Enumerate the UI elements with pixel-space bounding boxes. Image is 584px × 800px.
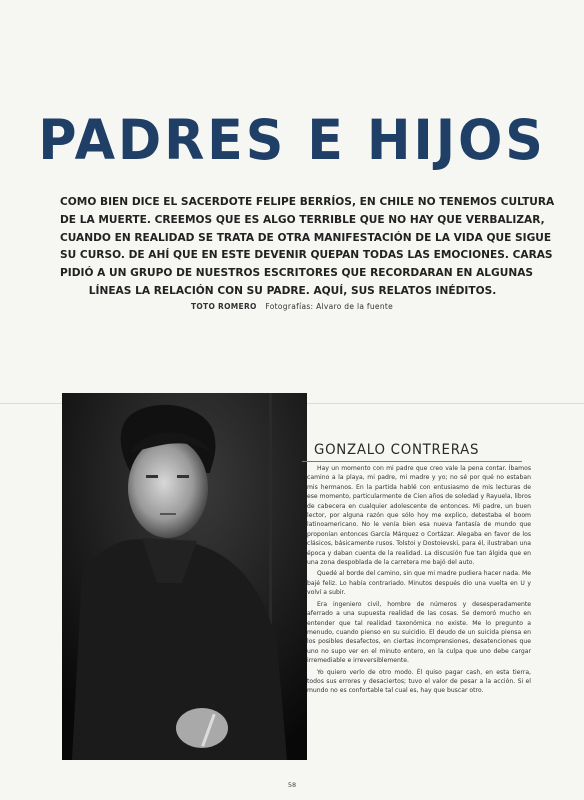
lead-line: PIDIÓ A UN GRUPO DE NUESTROS ESCRITORES QUE RECORDARAN EN ALGUNAS	[60, 267, 534, 280]
body-paragraph: Hay un momento con mi padre que creo vale la pena contar. Íbamos camino a la playa, mi padre, mi madre y yo; no sé por qué no estaban mis hermanos. En la partida hablé con entusiasmo de mis lecturas de ese momento, particularmente de Cien años de soledad y Rayuela, libros de cabecera en cualquier adolescente de entonces. Mi padre, un buen lector, por alguna razón que sólo hoy me explico, detestaba el boom latinoamericano. No le venía bien esa nueva fantasía de mundo que proponían entonces García Márquez o Cortázar. Alegaba en favor de los clásicos, básicamente rusos. Tolstoi y Dostoievski, para él, ilustraban una época y daban cuenta de la realidad. La discusión fue tan álgida que en una zona despoblada de la carretera me bajó del auto.	[307, 465, 531, 567]
section-author-name: GONZALO CONTRERAS	[314, 442, 480, 458]
lead-line: COMO BIEN DICE EL SACERDOTE FELIPE BERRÍOS, EN CHILE NO TENEMOS CULTURA	[60, 196, 555, 208]
article-title: PADRES E HIJOS	[38, 108, 546, 172]
byline-photo-credit: Fotografías: Alvaro de la fuente	[265, 302, 394, 311]
body-paragraph: Era ingeniero civil, hombre de números y desesperadamente aferrado a una supuesta realidad de las cosas. Se demoró mucho en entender que tal realidad taxonómica no existe. Me lo pregunto a menudo, cuando pienso en su suicidio. El deudo de un suicida piensa en los posibles desafectos, en ciertas incomprensiones, desatenciones que uno no supo ver en el minuto entero, en la culpa que uno debe cargar irremediable e irreversiblemente.	[307, 600, 531, 665]
section-rule	[302, 461, 522, 462]
lead-line: SU CURSO. DE AHÍ QUE EN ESTE DEVENIR QUEPAN TODAS LAS EMOCIONES. CARAS	[60, 249, 553, 262]
article-lead	[60, 194, 555, 301]
page-number: 58	[287, 781, 297, 789]
lead-line: DE LA MUERTE. CREEMOS QUE ES ALGO TERRIBLE QUE NO HAY QUE VERBALIZAR,	[60, 213, 545, 226]
lead-line: LÍNEAS LA RELACIÓN CON SU PADRE. AQUÍ, SUS RELATOS INÉDITOS.	[88, 284, 497, 297]
body-paragraph: Quedé al borde del camino, sin que mi madre pudiera hacer nada. Me bajé feliz. Lo había contrariado. Minutos después dio una vuelta en U y volví a subir.	[307, 570, 531, 597]
body-paragraph: Yo quiero verlo de otro modo. Él quiso pagar cash, en esta tierra, todos sus errores y desaciertos; tuvo el valor de pesar a la acción. Si el mundo no es confortable tal cual es, hay que buscar otro.	[307, 668, 531, 695]
author-portrait-photo	[62, 393, 307, 760]
byline-author: TOTO ROMERO	[190, 302, 257, 311]
lead-line: CUANDO EN REALIDAD SE TRATA DE OTRA MANIFESTACIÓN DE LA VIDA QUE SIGUE	[60, 231, 552, 244]
section-body	[307, 464, 531, 696]
byline	[0, 302, 584, 311]
